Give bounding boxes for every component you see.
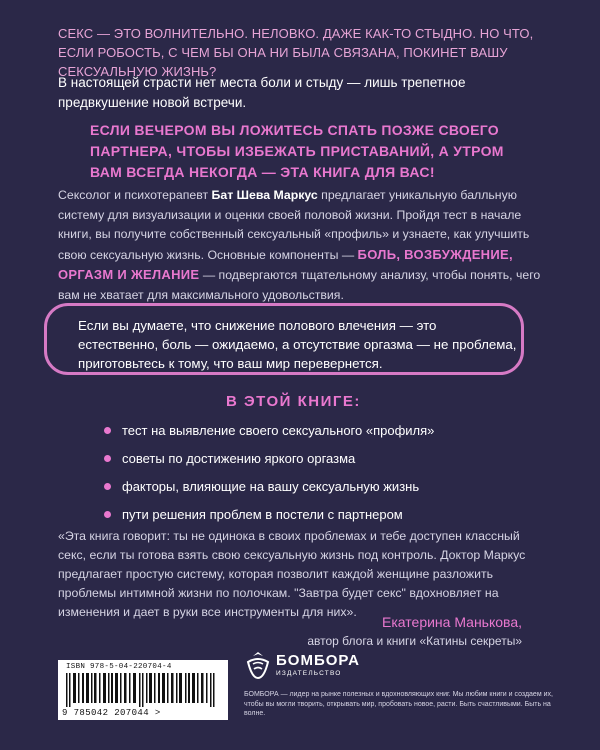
- quote-author-name: Екатерина Манькова,: [382, 614, 522, 630]
- bullet-dot-icon: [104, 511, 111, 518]
- quote-box-text: Если вы думаете, что снижение полового влечения — это естественно, боль — ожидаемо, а отсутствие оргазма — не проблема, приготовьтесь к тому, что ваш мир перевернется.: [78, 318, 517, 371]
- intro-text: СЕКС — ЭТО ВОЛНИТЕЛЬНО. НЕЛОВКО. ДАЖЕ КАК-ТО СТЫДНО. НО ЧТО, ЕСЛИ РОБОСТЬ, С ЧЕМ БЫ ОНА НИ БЫЛА СВЯЗАНА, ПОКИНЕТ ВАШУ СЕКСУАЛЬНУЮ ЖИЗНЬ?: [58, 26, 534, 79]
- bullet-label: факторы, влияющие на вашу сексуальную жизнь: [122, 479, 420, 494]
- bullet-dot-icon: [104, 483, 111, 490]
- list-item: [104, 501, 524, 529]
- publisher-logo-name: БОМБОРА: [276, 652, 360, 669]
- publisher-description: БОМБОРА — лидер на рынке полезных и вдохновляющих книг. Мы любим книги и создаем их, чтобы вы могли творить, открывать мир, пробовать новое, расти. Быть счастливыми. Быть на волне.: [244, 691, 553, 717]
- section-heading: В ЭТОЙ КНИГЕ:: [226, 393, 361, 410]
- bullet-dot-icon: [104, 455, 111, 462]
- barcode-icon: [66, 673, 222, 707]
- list-item: [104, 445, 524, 473]
- components-highlight: БОЛЬ, ВОЗБУЖДЕНИЕ, ОРГАЗМ И ЖЕЛАНИЕ: [58, 246, 513, 282]
- bullet-label: советы по достижению яркого оргазма: [122, 451, 356, 466]
- bullet-dot-icon: [104, 427, 111, 434]
- bullet-label: пути решения проблем в постели с партнером: [122, 507, 403, 522]
- body-part-3: — подвергаются тщательному анализу, чтобы понять, чего вам не хватает для максимального удовольствия.: [58, 268, 541, 302]
- bombora-logo-icon: [244, 650, 272, 680]
- list-item: [104, 417, 524, 445]
- lead-text: В настоящей страсти нет места боли и стыду — лишь трепетное предвкушение новой встречи.: [58, 75, 466, 110]
- publisher-logo-subtitle: ИЗДАТЕЛЬСТВО: [276, 670, 342, 677]
- bullet-label: тест на выявление своего сексуального «профиля»: [122, 423, 435, 438]
- callout-text: ЕСЛИ ВЕЧЕРОМ ВЫ ЛОЖИТЕСЬ СПАТЬ ПОЗЖЕ СВОЕГО ПАРТНЕРА, ЧТОБЫ ИЗБЕЖАТЬ ПРИСТАВАНИЙ, А УТРОМ ВАМ ВСЕГДА НЕКОГДА — ЭТА КНИГА ДЛЯ ВАС!: [90, 122, 504, 180]
- review-quote: «Эта книга говорит: ты не одинока в своих проблемах и тебе доступен классный секс, если ты готова взять свою сексуальную жизнь под контроль. Доктор Маркус предлагает простую систему, которая позволит каждой женщине разложить проблемы интимной жизни по полочкам. "Завтра будет секс" вдохновляет на изменения и дает в руки все инструменты для них».: [58, 529, 526, 619]
- body-part-1: Сексолог и психотерапевт: [58, 188, 212, 202]
- body-paragraph: [58, 186, 548, 305]
- author-highlight: Бат Шева Маркус: [211, 188, 318, 202]
- barcode-number: 9 785042 207044 >: [62, 708, 161, 718]
- isbn-label: ISBN 978-5-04-220704-4: [66, 663, 172, 671]
- body-part-2: предлагает уникальную балльную систему для визуализации и оценки своей половой жизни. Пройдя тест в начале книги, вы получите собственный сексуальный «профиль» и узнаете, как улучшить свою сексуальную жизнь. Основные компоненты —: [58, 188, 530, 262]
- list-item: [104, 473, 524, 501]
- quote-author-role: автор блога и книги «Катины секреты»: [307, 634, 522, 648]
- bullet-list: [104, 417, 524, 529]
